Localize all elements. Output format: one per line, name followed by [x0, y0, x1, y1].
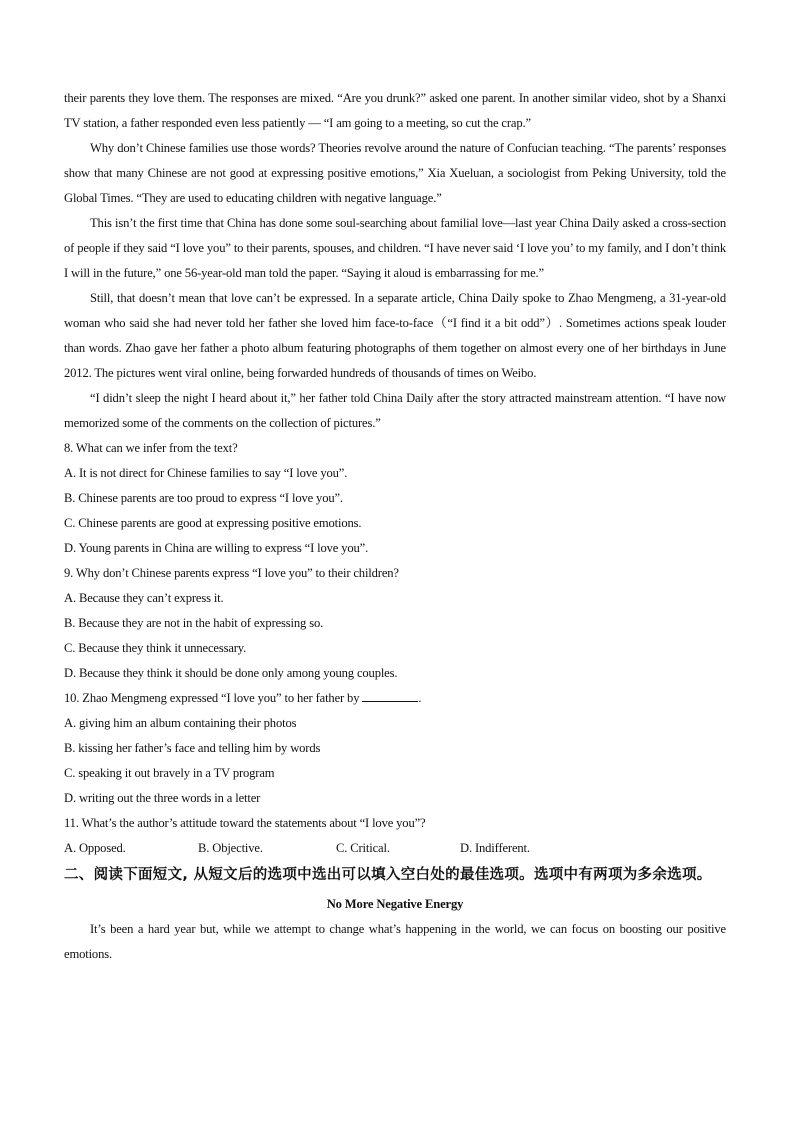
question-stem: 9. Why don’t Chinese parents express “I love you” to their children? [64, 566, 399, 580]
question-stem: 11. What’s the author’s attitude toward the statements about “I love you”? [64, 816, 426, 830]
question-8 [64, 436, 726, 561]
document-page [64, 86, 726, 967]
option-a[interactable]: A. Opposed. [64, 841, 126, 855]
section-2-instruction: 二、阅读下面短文, 从短文后的选项中选出可以填入空白处的最佳选项。选项中有两项为多余选项。 [64, 867, 712, 883]
option-b[interactable]: B. Because they are not in the habit of expressing so. [64, 616, 324, 630]
passage-paragraph-2: Why don’t Chinese families use those words? Theories revolve around the nature of Confucian teaching. “The parents’ responses show that many Chinese are not good at expressing positive emotions,” Xia Xueluan, a sociologist from Peking University, told the Global Times. “They are used to educating children with negative language.” [64, 141, 726, 205]
option-d[interactable]: D. Because they think it should be done only among young couples. [64, 666, 398, 680]
option-b[interactable]: B. kissing her father’s face and telling him by words [64, 741, 321, 755]
option-b[interactable]: B. Chinese parents are too proud to express “I love you”. [64, 491, 343, 505]
passage-paragraph-5: “I didn’t sleep the night I heard about it,” her father told China Daily after the story attracted mainstream attention. “I have now memorized some of the comments on the collection of pictures.” [64, 391, 726, 430]
question-stem-row: 10. Zhao Mengmeng expressed “I love you” to her father by . [64, 686, 726, 711]
question-stem: 10. Zhao Mengmeng expressed “I love you” to her father by [64, 691, 360, 705]
passage-paragraph-3: This isn’t the first time that China has done some soul-searching about familial love—last year China Daily asked a cross-section of people if they said “I love you” to their parents, spouses, and children. “I have never said ‘I love you’ to my family, and I don’t think I will in the future,” one 56-year-old man told the paper. “Saying it aloud is embarrassing for me.” [64, 216, 726, 280]
option-c[interactable]: C. Chinese parents are good at expressing positive emotions. [64, 516, 362, 530]
option-a[interactable]: A. giving him an album containing their photos [64, 716, 297, 730]
option-d[interactable]: D. Young parents in China are willing to express “I love you”. [64, 541, 369, 555]
question-9 [64, 561, 726, 686]
option-c[interactable]: C. speaking it out bravely in a TV program [64, 766, 275, 780]
option-d[interactable]: D. Indifferent. [460, 841, 530, 855]
option-b[interactable]: B. Objective. [198, 841, 263, 855]
answer-blank[interactable] [362, 687, 418, 702]
section-2-intro: It’s been a hard year but, while we attempt to change what’s happening in the world, we can focus on boosting our positive emotions. [64, 922, 726, 961]
question-stem: 8. What can we infer from the text? [64, 441, 238, 455]
question-11 [64, 811, 726, 861]
passage-paragraph-4: Still, that doesn’t mean that love can’t be expressed. In a separate article, China Daily spoke to Zhao Mengmeng, a 31-year-old woman who said she had never told her father she loved him face-to-face（“I find it a bit odd”）. Sometimes actions speak louder than words. Zhao gave her father a photo album featuring photographs of them together on almost every one of her birthdays in June 2012. The pictures went viral online, being forwarded hundreds of thousands of times on Weibo. [64, 291, 726, 380]
option-c[interactable]: C. Because they think it unnecessary. [64, 641, 247, 655]
option-d[interactable]: D. writing out the three words in a letter [64, 791, 261, 805]
passage-paragraph-1: their parents they love them. The responses are mixed. “Are you drunk?” asked one parent. In another similar video, shot by a Shanxi TV station, a father responded even less patiently — “I am going to a meeting, so cut the crap.” [64, 91, 726, 130]
question-10 [64, 686, 726, 811]
option-a[interactable]: A. Because they can’t express it. [64, 591, 224, 605]
options-row [64, 836, 726, 861]
option-a[interactable]: A. It is not direct for Chinese families to say “I love you”. [64, 466, 348, 480]
passage-title: No More Negative Energy [326, 897, 464, 911]
option-c[interactable]: C. Critical. [336, 841, 390, 855]
